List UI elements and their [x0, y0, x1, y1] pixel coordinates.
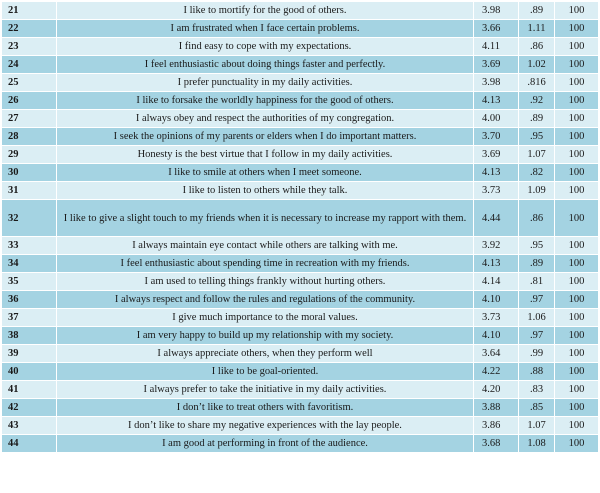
sd-cell: .82	[519, 164, 555, 182]
mean-cell: 3.73	[474, 309, 519, 327]
table-row	[2, 381, 599, 399]
n-cell: 100	[555, 74, 599, 92]
table-row	[2, 164, 599, 182]
n-cell: 100	[555, 381, 599, 399]
n-cell: 100	[555, 435, 599, 453]
sd-cell: .89	[519, 255, 555, 273]
n-cell: 100	[555, 38, 599, 56]
n-cell: 100	[555, 399, 599, 417]
statement-cell: I always obey and respect the authorities of my congregation.	[57, 110, 474, 128]
sd-cell: .88	[519, 363, 555, 381]
item-number-cell: 32	[2, 200, 57, 237]
item-number-cell: 26	[2, 92, 57, 110]
n-cell: 100	[555, 56, 599, 74]
table-row	[2, 309, 599, 327]
mean-cell: 3.69	[474, 146, 519, 164]
item-number-cell: 44	[2, 435, 57, 453]
statement-cell: I feel enthusiastic about spending time in recreation with my friends.	[57, 255, 474, 273]
table-row	[2, 399, 599, 417]
n-cell: 100	[555, 146, 599, 164]
sd-cell: .86	[519, 38, 555, 56]
sd-cell: 1.07	[519, 417, 555, 435]
item-number-cell: 22	[2, 20, 57, 38]
table-row	[2, 74, 599, 92]
table-row	[2, 237, 599, 255]
sd-cell: .85	[519, 399, 555, 417]
mean-cell: 3.69	[474, 56, 519, 74]
table-row	[2, 128, 599, 146]
statement-cell: I always appreciate others, when they perform well	[57, 345, 474, 363]
sd-cell: .86	[519, 200, 555, 237]
sd-cell: .89	[519, 110, 555, 128]
item-number-cell: 27	[2, 110, 57, 128]
item-number-cell: 42	[2, 399, 57, 417]
table-row	[2, 146, 599, 164]
n-cell: 100	[555, 417, 599, 435]
sd-cell: 1.06	[519, 309, 555, 327]
item-number-cell: 41	[2, 381, 57, 399]
survey-results-table	[1, 1, 599, 453]
mean-cell: 4.44	[474, 200, 519, 237]
mean-cell: 4.13	[474, 255, 519, 273]
n-cell: 100	[555, 255, 599, 273]
statement-cell: I give much importance to the moral values.	[57, 309, 474, 327]
sd-cell: .83	[519, 381, 555, 399]
item-number-cell: 43	[2, 417, 57, 435]
sd-cell: .816	[519, 74, 555, 92]
n-cell: 100	[555, 92, 599, 110]
sd-cell: .92	[519, 92, 555, 110]
n-cell: 100	[555, 128, 599, 146]
mean-cell: 3.64	[474, 345, 519, 363]
statement-cell: Honesty is the best virtue that I follow in my daily activities.	[57, 146, 474, 164]
item-number-cell: 34	[2, 255, 57, 273]
mean-cell: 4.13	[474, 164, 519, 182]
statement-cell: I like to mortify for the good of others.	[57, 2, 474, 20]
mean-cell: 4.10	[474, 291, 519, 309]
item-number-cell: 33	[2, 237, 57, 255]
mean-cell: 3.88	[474, 399, 519, 417]
n-cell: 100	[555, 345, 599, 363]
table-row	[2, 38, 599, 56]
sd-cell: 1.09	[519, 182, 555, 200]
statement-cell: I like to listen to others while they talk.	[57, 182, 474, 200]
item-number-cell: 39	[2, 345, 57, 363]
table-row	[2, 110, 599, 128]
item-number-cell: 40	[2, 363, 57, 381]
table-row	[2, 435, 599, 453]
n-cell: 100	[555, 327, 599, 345]
table-row	[2, 56, 599, 74]
item-number-cell: 30	[2, 164, 57, 182]
n-cell: 100	[555, 182, 599, 200]
table-body	[2, 2, 599, 453]
table-row	[2, 417, 599, 435]
statement-cell: I prefer punctuality in my daily activities.	[57, 74, 474, 92]
n-cell: 100	[555, 237, 599, 255]
n-cell: 100	[555, 164, 599, 182]
mean-cell: 4.20	[474, 381, 519, 399]
statement-cell: I always maintain eye contact while others are talking with me.	[57, 237, 474, 255]
mean-cell: 4.10	[474, 327, 519, 345]
statement-cell: I am frustrated when I face certain problems.	[57, 20, 474, 38]
mean-cell: 3.70	[474, 128, 519, 146]
table-row	[2, 291, 599, 309]
item-number-cell: 23	[2, 38, 57, 56]
statement-cell: I don’t like to share my negative experiences with the lay people.	[57, 417, 474, 435]
statement-cell: I like to be goal-oriented.	[57, 363, 474, 381]
mean-cell: 3.73	[474, 182, 519, 200]
sd-cell: 1.07	[519, 146, 555, 164]
table-row	[2, 363, 599, 381]
mean-cell: 4.13	[474, 92, 519, 110]
n-cell: 100	[555, 2, 599, 20]
n-cell: 100	[555, 363, 599, 381]
table-row	[2, 327, 599, 345]
mean-cell: 3.86	[474, 417, 519, 435]
item-number-cell: 36	[2, 291, 57, 309]
item-number-cell: 21	[2, 2, 57, 20]
table-row	[2, 255, 599, 273]
n-cell: 100	[555, 291, 599, 309]
n-cell: 100	[555, 110, 599, 128]
item-number-cell: 38	[2, 327, 57, 345]
statement-cell: I don’t like to treat others with favoritism.	[57, 399, 474, 417]
statement-cell: I like to smile at others when I meet someone.	[57, 164, 474, 182]
statement-cell: I like to give a slight touch to my friends when it is necessary to increase my rapport with them.	[57, 200, 474, 237]
sd-cell: .81	[519, 273, 555, 291]
statement-cell: I feel enthusiastic about doing things faster and perfectly.	[57, 56, 474, 74]
mean-cell: 4.11	[474, 38, 519, 56]
sd-cell: .97	[519, 327, 555, 345]
table-row	[2, 273, 599, 291]
mean-cell: 3.98	[474, 2, 519, 20]
item-number-cell: 37	[2, 309, 57, 327]
statement-cell: I am good at performing in front of the audience.	[57, 435, 474, 453]
mean-cell: 4.00	[474, 110, 519, 128]
sd-cell: .99	[519, 345, 555, 363]
sd-cell: .95	[519, 128, 555, 146]
item-number-cell: 31	[2, 182, 57, 200]
table-row	[2, 182, 599, 200]
sd-cell: .89	[519, 2, 555, 20]
statement-cell: I find easy to cope with my expectations.	[57, 38, 474, 56]
statement-cell: I always respect and follow the rules and regulations of the community.	[57, 291, 474, 309]
statement-cell: I seek the opinions of my parents or elders when I do important matters.	[57, 128, 474, 146]
sd-cell: 1.02	[519, 56, 555, 74]
n-cell: 100	[555, 20, 599, 38]
sd-cell: .95	[519, 237, 555, 255]
mean-cell: 4.14	[474, 273, 519, 291]
item-number-cell: 25	[2, 74, 57, 92]
n-cell: 100	[555, 273, 599, 291]
mean-cell: 4.22	[474, 363, 519, 381]
table-row	[2, 2, 599, 20]
item-number-cell: 24	[2, 56, 57, 74]
n-cell: 100	[555, 309, 599, 327]
statement-cell: I am used to telling things frankly without hurting others.	[57, 273, 474, 291]
sd-cell: .97	[519, 291, 555, 309]
mean-cell: 3.68	[474, 435, 519, 453]
statement-cell: I am very happy to build up my relationship with my society.	[57, 327, 474, 345]
table-row	[2, 20, 599, 38]
mean-cell: 3.92	[474, 237, 519, 255]
item-number-cell: 35	[2, 273, 57, 291]
table-container	[1, 1, 598, 453]
mean-cell: 3.66	[474, 20, 519, 38]
sd-cell: 1.11	[519, 20, 555, 38]
table-row	[2, 345, 599, 363]
sd-cell: 1.08	[519, 435, 555, 453]
table-row	[2, 200, 599, 237]
statement-cell: I like to forsake the worldly happiness for the good of others.	[57, 92, 474, 110]
statement-cell: I always prefer to take the initiative in my daily activities.	[57, 381, 474, 399]
mean-cell: 3.98	[474, 74, 519, 92]
n-cell: 100	[555, 200, 599, 237]
table-row	[2, 92, 599, 110]
item-number-cell: 29	[2, 146, 57, 164]
item-number-cell: 28	[2, 128, 57, 146]
